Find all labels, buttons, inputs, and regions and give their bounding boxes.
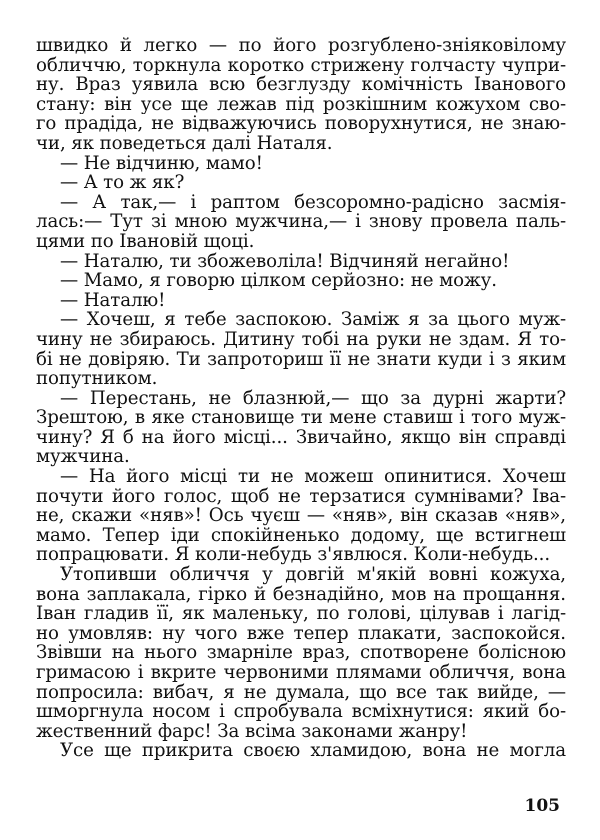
text-line: жественний фарс! За всіма законами жанру!: [36, 721, 468, 742]
text-line: Зрештою, в яке становище ти мене ставиш і того муж-: [36, 408, 566, 428]
text-line: — Перестань, не блазнюй,— що за дурні жарти?: [60, 388, 566, 409]
text-line: попросила: вибач, я не думала, що все так вийде, —: [36, 682, 566, 703]
text-line: Усе ще прикрита своєю хламидою, вона не могла: [60, 741, 566, 761]
text-line: гримасою і вкрите червоними плямами обличчя, вона: [36, 663, 566, 683]
text-line: — Не відчиню, мамо!: [60, 153, 263, 174]
text-line: — На його місці ти не можеш опинитися. Хочеш: [60, 467, 566, 487]
text-line: Утопивши обличчя у довгій м'якій вовні кожуха,: [60, 565, 566, 585]
text-line: вона заплакала, гірко й безнадійно, мов на прощання.: [36, 584, 566, 605]
text-line: — А то ж як?: [60, 173, 185, 193]
text-line: попутником.: [36, 369, 158, 389]
text-line: попрацювати. Я коли-небудь з'явлюся. Коли-небудь...: [36, 545, 551, 566]
text-line: цями по Івановій щоці.: [36, 231, 255, 252]
text-line: мужчина.: [36, 447, 130, 468]
text-line: го прадіда, не відважуючись поворухнутися, не знаю-: [36, 114, 566, 134]
text-line: почути його голос, щоб не терзатися сумнівами? Іва-: [36, 486, 566, 507]
book-page: [36, 36, 566, 816]
text-line: не, скажи «няв»! Ось чуєш — «няв», він сказав «няв»,: [36, 506, 566, 526]
text-line: но умовляв: ну чого вже тепер плакати, заспокойся.: [36, 623, 566, 644]
text-line: — Хочеш, я тебе заспокою. Заміж я за цього муж-: [60, 310, 566, 330]
text-line: Звівши на нього змарніле враз, спотворене болісною: [36, 643, 566, 663]
text-line: бі не довіряю. Ти запроториш її не знати куди і з яким: [36, 349, 566, 370]
text-line: Іван гладив її, як маленьку, по голові, цілував і лагід-: [36, 604, 566, 624]
text-line: обличчю, торкнула коротко стрижену голчасту чупри-: [36, 55, 566, 76]
text-line: — Мамо, я говорю цілком серйозно: не можу.: [60, 271, 497, 291]
text-line: чину не збираюсь. Дитину тобі на руки не здам. Я то-: [36, 329, 566, 350]
text-line: чину? Я б на його місці... Звичайно, якщо він справді: [36, 427, 566, 448]
text-line: чи, як поведеться далі Наталя.: [36, 133, 333, 154]
page-number: 105: [524, 796, 560, 816]
page-text: [36, 36, 566, 761]
text-line: — Наталю!: [60, 290, 166, 311]
text-line: швидко й легко — по його розгублено-зніяковілому: [36, 36, 566, 56]
text-line: лась:— Тут зі мною мужчина,— і знову провела паль-: [36, 212, 566, 232]
text-line: — А так,— і раптом безсоромно-радісно засмія-: [60, 192, 566, 213]
text-line: — Наталю, ти збожеволіла! Відчиняй негайно!: [60, 251, 510, 272]
text-line: шморгнула носом і спробувала всміхнутися: який бо-: [36, 702, 566, 722]
text-line: стану: він усе ще лежав під розкішним кожухом сво-: [36, 94, 566, 115]
text-line: ну. Враз уявила всю безглузду комічність Іванового: [36, 75, 566, 95]
text-line: мамо. Тепер іди спокійненько додому, ще встигнеш: [36, 525, 566, 546]
